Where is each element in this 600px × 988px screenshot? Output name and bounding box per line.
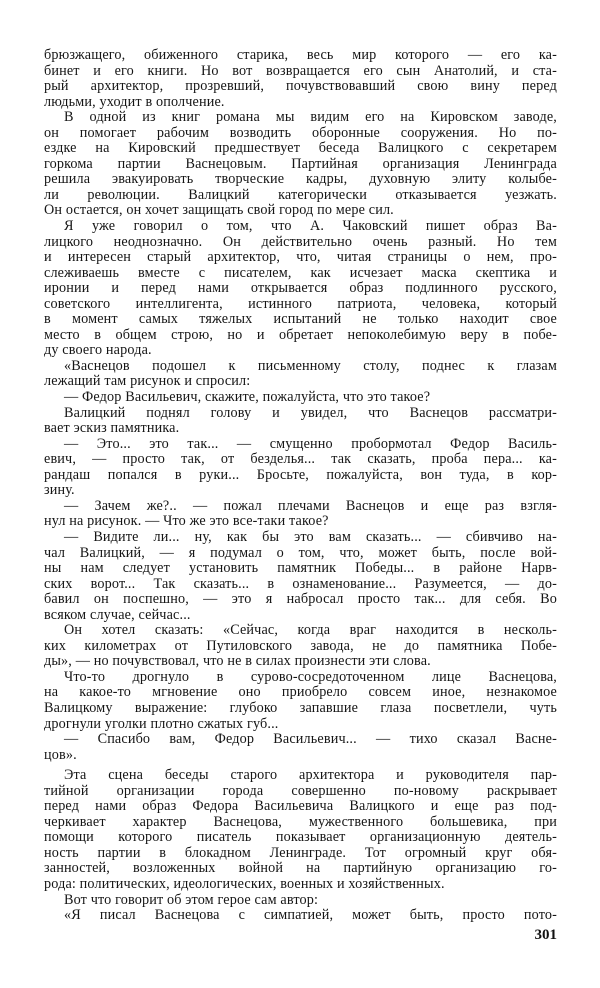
paragraph [44, 406, 557, 437]
text-line: перед нами образ Федора Васильевича Валицкого и еще раз под- [44, 798, 557, 815]
text-line: лицкого неоднозначно. Он действительно очень разный. Но тем [44, 233, 557, 250]
text-line: советского интеллигента, истинного патриота, человека, который [44, 295, 557, 312]
text-line: Валицкий поднял голову и увидел, что Васнецов рассматри- [64, 404, 557, 421]
text-line: Он хотел сказать: «Сейчас, когда враг находится в несколь- [64, 622, 557, 639]
paragraph [44, 908, 557, 924]
text-line: цов». [44, 746, 77, 763]
text-line: дрогнули уголки плотно сжатых губ... [44, 715, 279, 732]
text-line: решила эвакуировать творческие кадры, духовную элиту колыбе- [44, 171, 557, 188]
text-line: он помогает рабочим возводить оборонные сооружения. Но по- [44, 124, 557, 141]
text-line: «Я писал Васнецова с симпатией, может быть, просто пото- [64, 907, 557, 924]
text-line: евич, — просто так, от безделья... так сказать, проба пера... ка- [44, 451, 557, 468]
text-line: людьми, уходит в ополчение. [44, 93, 225, 110]
paragraph [44, 893, 557, 909]
text-line: ездке на Кировский предшествует беседа Валицкого с секретарем [44, 140, 557, 157]
text-line: — Видите ли... ну, как бы это вам сказать... — сбивчиво на- [64, 528, 557, 545]
text-line: в момент самых тяжелых испытаний не только находит свое [44, 311, 557, 328]
paragraph [44, 623, 557, 670]
text-line: «Васнецов подошел к письменному столу, поднес к глазам [64, 357, 557, 374]
text-line: на какое-то мгновение оно приобрело совсем иное, незнакомое [44, 684, 557, 701]
text-line: Эта сцена беседы старого архитектора и руководителя пар- [64, 767, 557, 784]
text-line: Валицкому выражение: глубоко запавшие глаза посветлели, чуть [44, 699, 557, 716]
text-line: ли революции. Валицкий категорически отказывается уезжать. [44, 186, 557, 203]
text-line: В одной из книг романа мы видим его на Кировском заводе, [64, 109, 557, 126]
paragraph [44, 437, 557, 499]
text-line: и интересен старый архитектор, что, читая страницы о нем, про- [44, 249, 557, 266]
text-line: вает эскиз памятника. [44, 420, 180, 437]
text-line: помощи которого писатель показывает организационную деятель- [44, 829, 557, 846]
text-line: — Зачем же?.. — пожал плечами Васнецов и еще раз взгля- [64, 497, 557, 514]
paragraph [44, 499, 557, 530]
paragraph [44, 219, 557, 359]
text-line: Вот что говорит об этом герое сам автор: [64, 891, 319, 908]
text-line: рый архитектор, прозревший, почувствовавший свою вину перед [44, 78, 557, 95]
paragraph [44, 530, 557, 623]
text-line: рода: политических, идеологических, военных и хозяйственных. [44, 875, 445, 892]
text-line: ны нам следует установить памятник Победы... в районе Нарв- [44, 560, 557, 577]
text-line: рандаш попался в руки... Бросьте, пожалуйста, вон туда, в кор- [44, 466, 557, 483]
paragraph [44, 670, 557, 732]
paragraph [44, 768, 557, 892]
paragraph [44, 732, 557, 763]
text-line: занностей, возложенных войной на партийную организацию го- [44, 860, 557, 877]
text-line: Я уже говорил о том, что А. Чаковский пишет образ Ва- [64, 218, 557, 235]
text-line: Что-то дрогнуло в сурово-сосредоточенном лице Васнецова, [64, 668, 557, 685]
text-line: ду своего народа. [44, 342, 152, 359]
text-line: слеживаешь вместе с писателем, как исчезает маска скептика и [44, 264, 557, 281]
text-line: чал Валицкий, — я подумал о том, что, может быть, после вой- [44, 544, 557, 561]
paragraph [44, 48, 557, 110]
text-line: горкома партии Васнецовым. Партийная организация Ленинграда [44, 155, 557, 172]
text-line: зину. [44, 482, 75, 499]
text-line: иронии и перед нами открывается образ подлинного русского, [44, 280, 557, 297]
text-line: всяком случае, сейчас... [44, 606, 191, 623]
book-page-text [44, 48, 557, 924]
paragraph [44, 390, 557, 406]
text-line: черкивает характер Васнецова, мужественного большевика, при [44, 813, 557, 830]
text-line: — Федор Васильевич, скажите, пожалуйста, что это такое? [64, 389, 431, 406]
text-line: ских ворот... Так сказать... в ознаменование... Разумеется, — до- [44, 575, 557, 592]
text-line: бавил он поспешно, — это я набросал просто так... для себя. Во [44, 591, 557, 608]
text-line: бинет и его книги. Но вот возвращается его сын Анатолий, и ста- [44, 62, 557, 79]
text-line: нул на рисунок. — Что же это все-таки такое? [44, 513, 329, 530]
text-line: тийной организации города совершенно по-новому раскрывает [44, 782, 557, 799]
text-line: ких километрах от Путиловского завода, не до памятника Побе- [44, 637, 557, 654]
text-line: ность партии в блокадном Ленинграде. Тот огромный круг обя- [44, 844, 557, 861]
text-line: ды», — но почувствовал, что не в силах произнести эти слова. [44, 653, 431, 670]
text-line: — Это... это так... — смущенно пробормотал Федор Василь- [64, 435, 557, 452]
paragraph [44, 110, 557, 219]
paragraph [44, 359, 557, 390]
text-line: Он остается, он хочет защищать свой город по мере сил. [44, 202, 394, 219]
text-line: место в общем строю, но и обретает непоколебимую веру в побе- [44, 326, 557, 343]
text-line: брюзжащего, обиженного старика, весь мир которого — его ка- [44, 47, 557, 63]
text-line: лежащий там рисунок и спросил: [44, 373, 251, 390]
page-number: 301 [534, 927, 557, 943]
text-line: — Спасибо вам, Федор Васильевич... — тихо сказал Васне- [64, 731, 557, 748]
